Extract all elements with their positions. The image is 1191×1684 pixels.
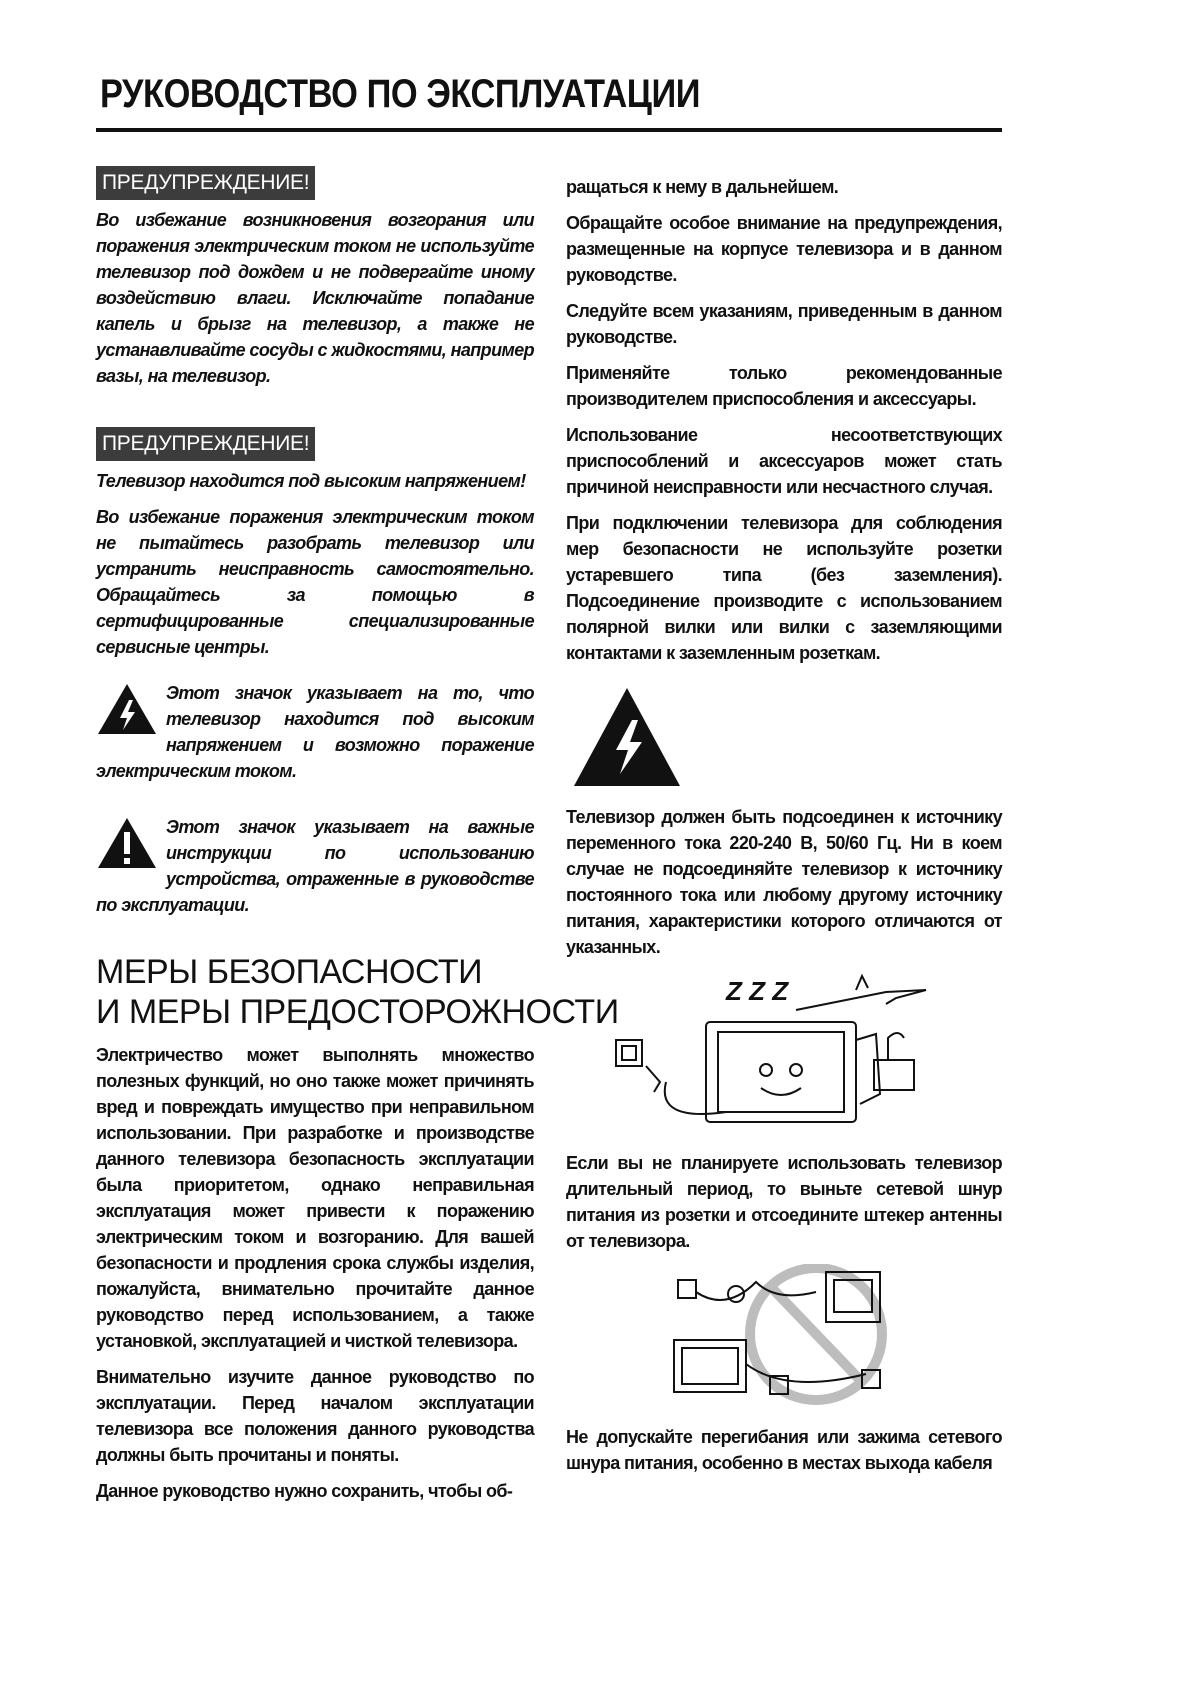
section-title-line-1: МЕРЫ БЕЗОПАСНОСТИ: [96, 953, 483, 991]
exclaim-icon-block: [96, 804, 534, 918]
right-paragraph-7: Если вы не планируете использовать телевизор длительный период, то выньте сетевой шнур питания из розетки и отсоедините штекер антенны от телевизора.: [566, 1153, 1002, 1251]
right-paragraph-5: При подключении телевизора для соблюдения мер безопасности не используйте розетки устаревшего типа (без заземления). Подсоединение производите с использованием полярной вилки или вилки с заземляющими контактами к заземленным розеткам.: [566, 513, 1002, 663]
right-paragraph-8: Не допускайте перегибания или зажима сетевого шнура питания, особенно в местах выхода кабеля: [566, 1427, 1002, 1473]
right-paragraph-6: Телевизор должен быть подсоединен к источнику переменного тока 220-240 В, 50/60 Гц. Ни в коем случае не подсоединяйте телевизор к источнику постоянного тока или любому другому источнику питания, характеристики которого отличаются от указанных.: [566, 807, 1002, 957]
exclaim-icon-text: Этот значок указывает на важные инструкции по использованию устройства, отраженные в руководстве по эксплуатации.: [96, 817, 534, 915]
right-paragraph-3: Применяйте только рекомендованные производителем приспособления и аксессуары.: [566, 363, 1002, 409]
right-column: [566, 174, 1002, 1486]
right-paragraph-2: Следуйте всем указаниям, приведенным в данном руководстве.: [566, 301, 1002, 347]
warning-1-text: Во избежание возникновения возгорания или поражения электрическим током не используйте телевизор под дождем и не подвергайте иному воздействию влаги. Исключайте попадание капель и брызг на телевизор, а также не устанавливайте сосуды с жидкостями, например вазы, на телевизор.: [96, 210, 534, 386]
high-voltage-large-icon: [572, 686, 682, 788]
right-paragraph-1: Обращайте особое внимание на предупреждения, размещенные на корпусе телевизора и в данном руководстве.: [566, 213, 1002, 285]
right-paragraph-4: Использование несоответствующих приспособлений и аксессуаров может стать причиной неисправности или несчастного случая.: [566, 425, 1002, 497]
high-voltage-icon: [96, 682, 158, 736]
warning-badge-1: ПРЕДУПРЕЖДЕНИЕ!: [96, 166, 315, 200]
tv-unplug-illustration: [606, 970, 936, 1140]
warning-badge-2: ПРЕДУПРЕЖДЕНИЕ!: [96, 427, 315, 461]
title-rule: [96, 128, 1002, 132]
section-title: [96, 952, 619, 1032]
page-title: РУКОВОДСТВО ПО ЭКСПЛУАТАЦИИ: [100, 72, 701, 116]
warning-2-headline: Телевизор находится под высоким напряжением!: [96, 471, 526, 491]
safety-paragraph-1: Электричество может выполнять множество полезных функций, но оно также может причинять вред и повреждать имущество при неправильном использовании. При разработке и производстве данного телевизора безопасность эксплуатации была приоритетом, однако неправильная эксплуатация может привести к поражению электрическим током и возгоранию. Для вашей безопасности и продления срока службы изделия, пожалуйста, внимательно прочитайте данное руководство перед использованием, а также установкой, эксплуатацией и чисткой телевизора.: [96, 1045, 534, 1351]
safety-paragraph-2: Внимательно изучите данное руководство по эксплуатации. Перед началом эксплуатации телевизора все положения данного руководства должны быть прочитаны и поняты.: [96, 1367, 534, 1465]
warning-2-text: Во избежание поражения электрическим током не пытайтесь разобрать телевизор или устранить неисправность самостоятельно. Обращайтесь за помощью в сертифицированные специализированные сервисные центры.: [96, 507, 534, 657]
safety-paragraph-3: Данное руководство нужно сохранить, чтобы об-: [96, 1481, 513, 1501]
sleep-zzz-text: Z Z Z: [726, 976, 789, 1006]
right-paragraph-0: ращаться к нему в дальнейшем.: [566, 177, 839, 197]
cable-damage-prohibited-illustration: [666, 1264, 896, 1414]
voltage-icon-block: [96, 680, 534, 784]
left-column: [96, 166, 619, 1514]
voltage-icon-text: Этот значок указывает на то, что телевизор находится под высоким напряжением и возможно поражение электрическим током.: [96, 683, 534, 781]
exclamation-warning-icon: [96, 816, 158, 870]
section-title-line-2: И МЕРЫ ПРЕДОСТОРОЖНОСТИ: [96, 993, 619, 1031]
